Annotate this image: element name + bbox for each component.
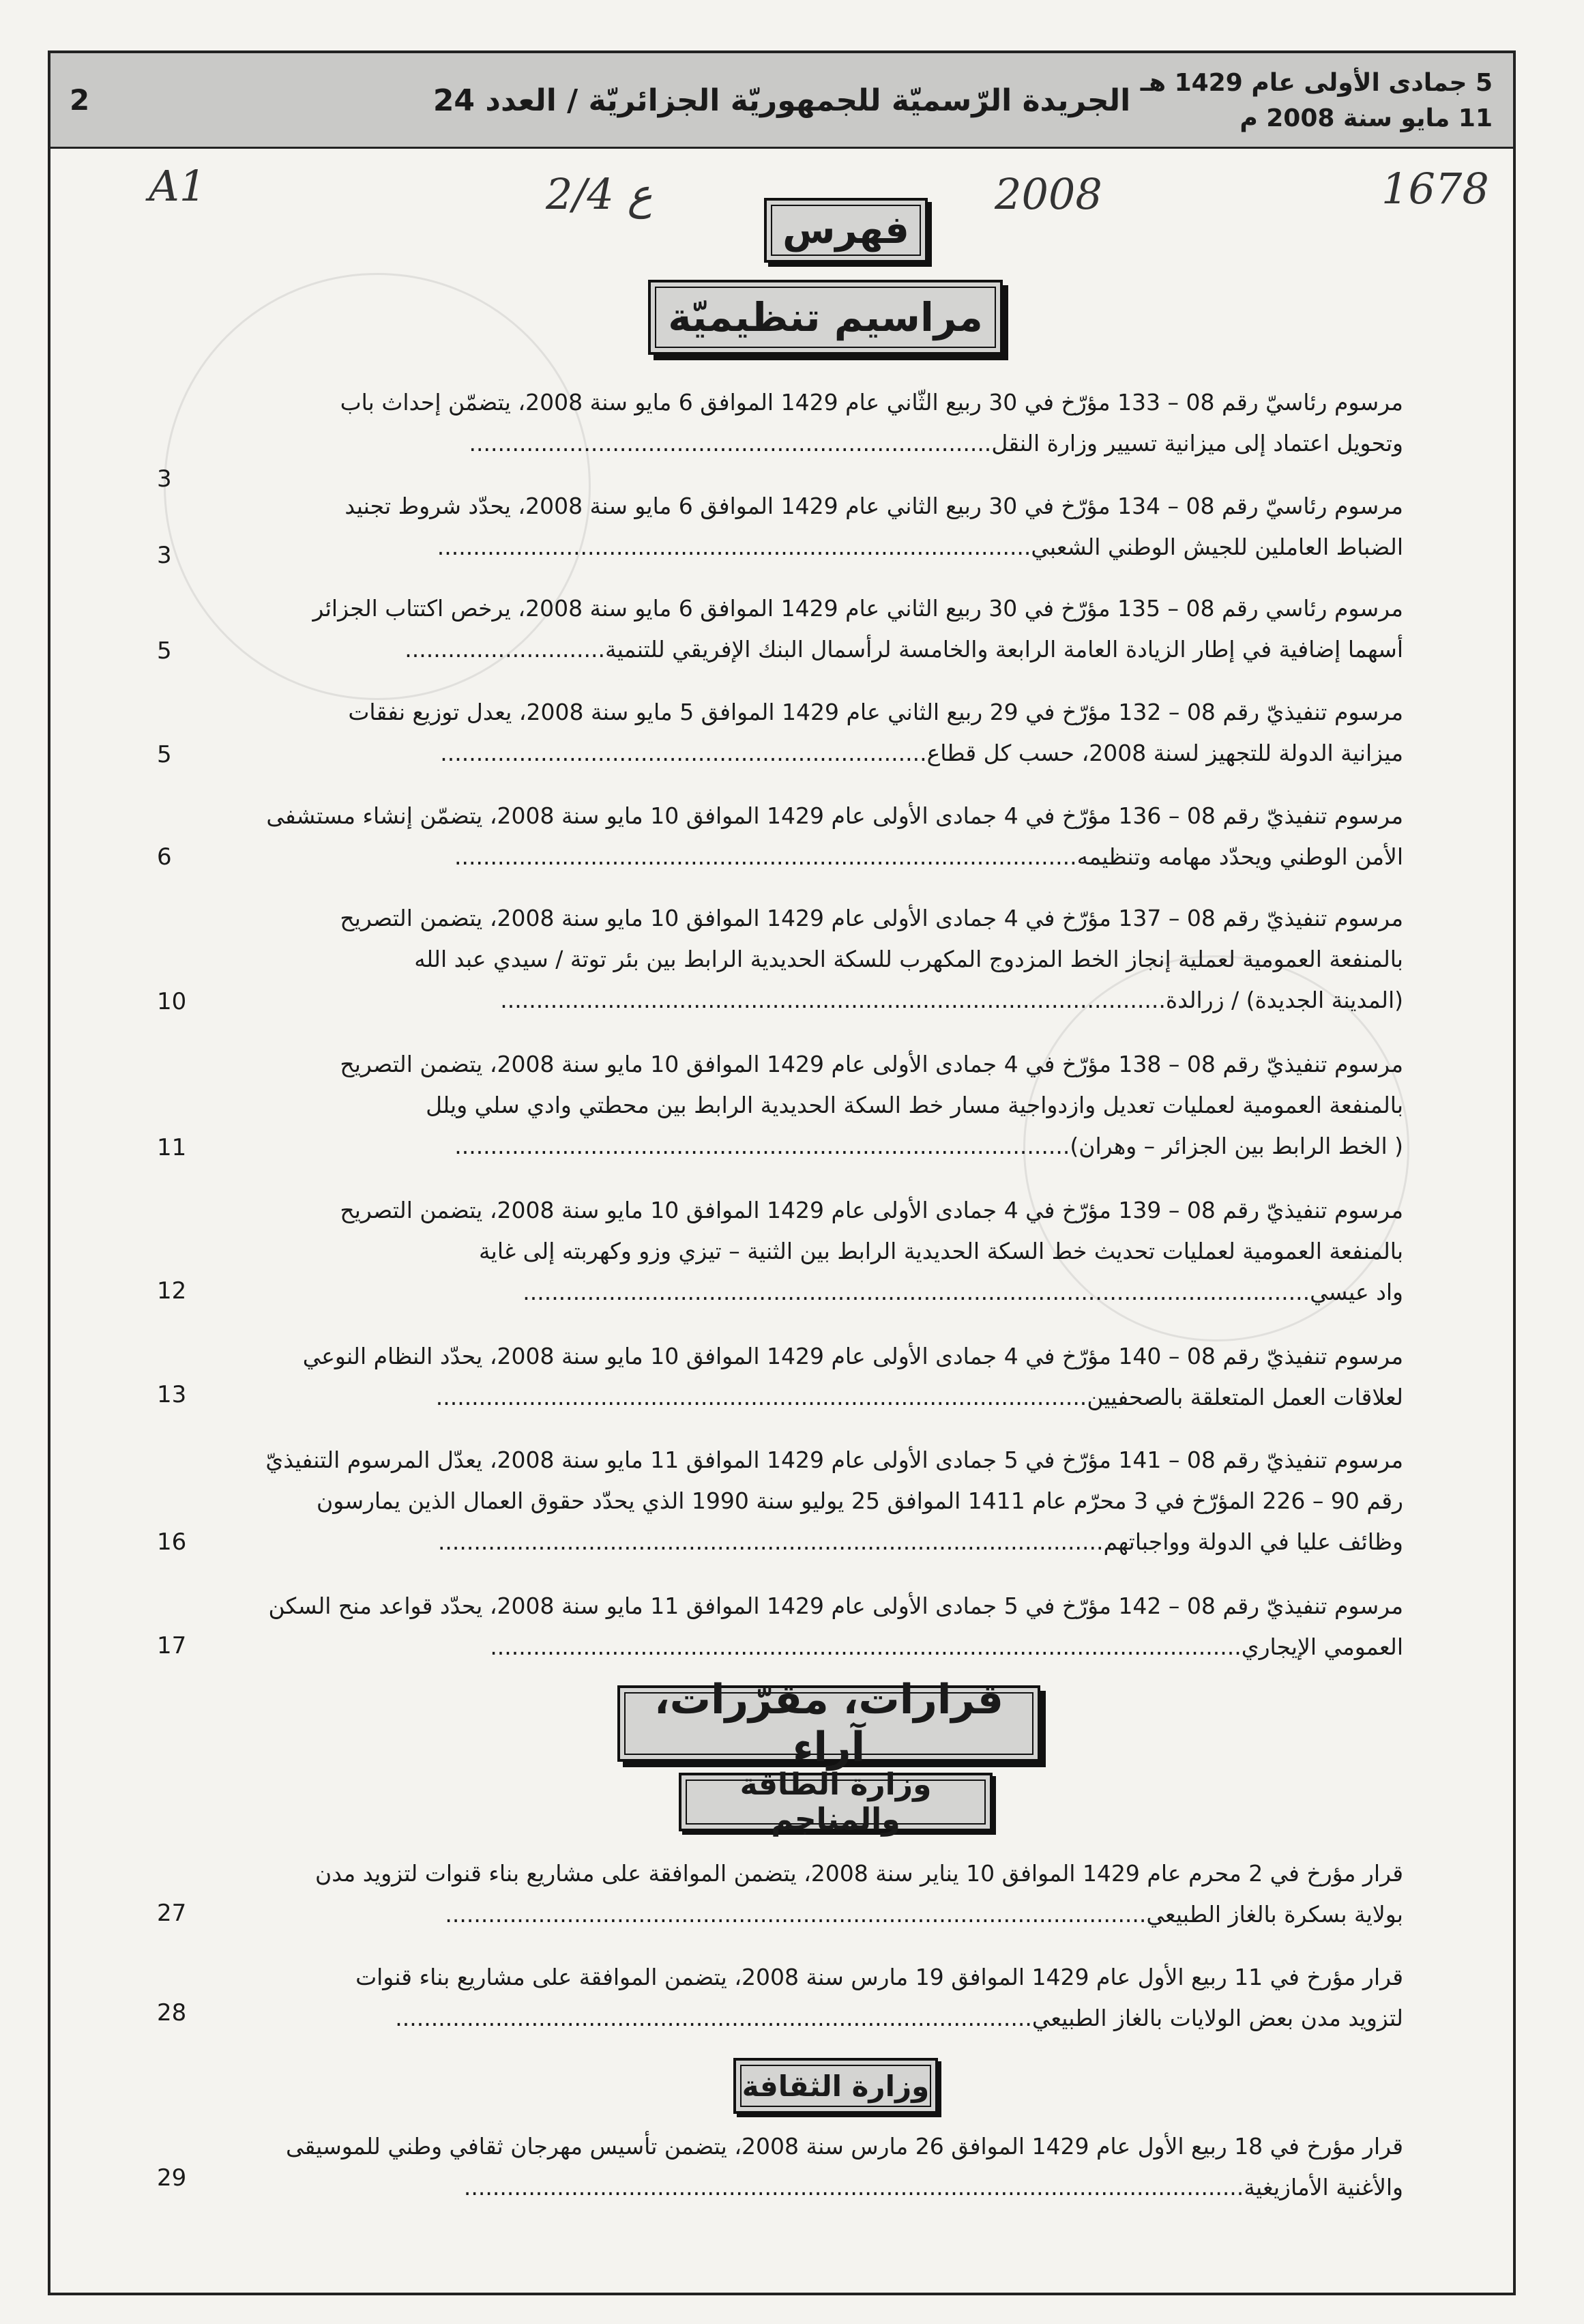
toc-page-number: 16: [157, 1528, 187, 1556]
toc-entry[interactable]: [153, 486, 1403, 568]
gregorian-date: 11 مايو سنة 2008 م: [1240, 104, 1493, 132]
entry-line: مرسوم رئاسيّ رقم 08 – 133 مؤرّخ في 30 ربيع الثّاني عام 1429 الموافق 6 مايو سنة 2008، يتضمّن إحداث باب: [340, 389, 1403, 416]
toc-page-number: 3: [157, 465, 172, 493]
handwritten-note-ref: 2/4 ع: [546, 169, 653, 219]
entry-line: قرار مؤرخ في 11 ربيع الأول عام 1429 الموافق 19 مارس سنة 2008، يتضمن الموافقة على مشاريع بناء قنوات: [355, 1964, 1403, 1990]
entry-line: مرسوم رئاسيّ رقم 08 – 134 مؤرّخ في 30 ربيع الثاني عام 1429 الموافق 6 مايو سنة 2008، يحدّد شروط تجنيد: [344, 493, 1403, 519]
toc-entry[interactable]: [153, 1853, 1403, 1935]
culture-ministry-title: وزارة الثقافة: [742, 2069, 930, 2103]
toc-entry[interactable]: [153, 1044, 1403, 1167]
toc-page-number: 5: [157, 637, 172, 665]
journal-title: الجريدة الرّسميّة للجمهوريّة الجزائريّة / العدد 24: [432, 83, 1131, 118]
toc-entry[interactable]: [153, 2126, 1403, 2208]
toc-entry[interactable]: [153, 382, 1403, 464]
index-title-box: [764, 198, 928, 263]
hijri-date: 5 جمادى الأولى عام 1429 هـ: [1140, 69, 1493, 97]
entry-line: مرسوم تنفيذيّ رقم 08 – 139 مؤرّخ في 4 جمادى الأولى عام 1429 الموافق 10 مايو سنة 2008، يتضمن التصريح: [340, 1197, 1403, 1223]
entry-line: مرسوم رئاسي رقم 08 – 135 مؤرّخ في 30 ربيع الثاني عام 1429 الموافق 6 مايو سنة 2008، يرخص اكتتاب الجزائر: [312, 595, 1403, 622]
entry-line: لعلاقات العمل المتعلقة بالصحفيين...........................................................................................: [435, 1384, 1403, 1410]
index-title: فهرس: [782, 208, 909, 252]
page-number: 2: [70, 83, 90, 117]
decisions-title-box: [617, 1676, 1040, 1771]
toc-entry[interactable]: [153, 796, 1403, 877]
toc-entry[interactable]: [153, 588, 1403, 670]
entry-line: رقم 90 – 226 المؤرّخ في 3 محرّم عام 1411 الموافق 25 يوليو سنة 1990 الذي يحدّد حقوق العمال الذين يمارسون: [317, 1487, 1403, 1514]
entry-line: وظائف عليا في الدولة وواجباتهم.............................................................................................: [437, 1528, 1403, 1555]
culture-ministry-box: [733, 2058, 938, 2114]
entry-line: مرسوم تنفيذيّ رقم 08 – 136 مؤرّخ في 4 جمادى الأولى عام 1429 الموافق 10 مايو سنة 2008، يتضمّن إنشاء مستشفى: [266, 802, 1403, 829]
toc-page-number: 27: [157, 1900, 187, 1927]
toc-page-number: 3: [157, 542, 172, 569]
entry-line: الضباط العاملين للجيش الوطني الشعبي...................................................................................: [437, 534, 1403, 560]
entry-line: الأمن الوطني ويحدّد مهامه وتنظيمه.......................................................................................: [454, 843, 1403, 870]
toc-page-number: 12: [157, 1277, 187, 1305]
toc-page-number: 13: [157, 1381, 187, 1408]
entry-line: واد عيسي..............................................................................................................: [523, 1279, 1403, 1305]
toc-entry[interactable]: [153, 1190, 1403, 1313]
entry-line: ( الخط الرابط بين الجزائر – وهران)......................................................................................: [454, 1133, 1403, 1159]
toc-page-number: 17: [157, 1632, 187, 1659]
entry-line: مرسوم تنفيذيّ رقم 08 – 138 مؤرّخ في 4 جمادى الأولى عام 1429 الموافق 10 مايو سنة 2008، يتضمن التصريح: [340, 1051, 1403, 1077]
entry-line: قرار مؤرخ في 18 ربيع الأول عام 1429 الموافق 26 مارس سنة 2008، يتضمن تأسيس مهرجان ثقافي وطني للموسيقى: [285, 2133, 1403, 2160]
entry-line: والأغنية الأمازيغية.............................................................................................................: [463, 2174, 1403, 2200]
entry-line: مرسوم تنفيذيّ رقم 08 – 141 مؤرّخ في 5 جمادى الأولى عام 1429 الموافق 11 مايو سنة 2008، يعدّل المرسوم التنفيذيّ: [265, 1447, 1403, 1473]
decrees-title-box: [648, 280, 1003, 355]
toc-page-number: 5: [157, 741, 172, 768]
toc-entry[interactable]: [153, 692, 1403, 774]
entry-line: العمومي الإيجاري.........................................................................................................: [490, 1633, 1403, 1660]
entry-line: بالمنفعة العمومية لعمليات تعديل وازدواجية مسار خط السكة الحديدية الرابط بين محطتي وادي سلي ويلل: [426, 1092, 1403, 1118]
entry-line: مرسوم تنفيذيّ رقم 08 – 140 مؤرّخ في 4 جمادى الأولى عام 1429 الموافق 10 مايو سنة 2008، يحدّد النظام النوعي: [302, 1343, 1403, 1369]
entry-line: وتحويل اعتماد إلى ميزانية تسيير وزارة النقل.........................................................................: [469, 430, 1403, 456]
entry-line: مرسوم تنفيذيّ رقم 08 – 137 مؤرّخ في 4 جمادى الأولى عام 1429 الموافق 10 مايو سنة 2008، يتضمن التصريح: [340, 905, 1403, 931]
decrees-title: مراسيم تنظيميّة: [668, 294, 983, 340]
journal-header: [50, 53, 1513, 149]
entry-line: (المدينة الجديدة) / زرالدة.............................................................................................: [500, 987, 1403, 1013]
handwritten-note-year: 2008: [995, 169, 1102, 219]
toc-page-number: 10: [157, 988, 187, 1015]
entry-line: ميزانية الدولة للتجهيز لسنة 2008، حسب كل قطاع....................................................................: [440, 740, 1403, 766]
toc-entry[interactable]: [153, 1336, 1403, 1418]
entry-line: بولاية بسكرة بالغاز الطبيعي..................................................................................................: [445, 1901, 1403, 1928]
issue-date: [1141, 66, 1493, 136]
toc-page-number: 28: [157, 1999, 187, 2027]
handwritten-note-a1: A1: [149, 161, 207, 211]
toc-entry[interactable]: [153, 1586, 1403, 1668]
entry-line: مرسوم تنفيذيّ رقم 08 – 142 مؤرّخ في 5 جمادى الأولى عام 1429 الموافق 11 مايو سنة 2008، يحدّد قواعد منح السكن: [268, 1593, 1403, 1619]
toc-entry[interactable]: [153, 898, 1403, 1021]
entry-line: قرار مؤرخ في 2 محرم عام 1429 الموافق 10 يناير سنة 2008، يتضمن الموافقة على مشاريع بناء قنوات لتزويد مدن: [314, 1860, 1403, 1887]
toc-page-number: 11: [157, 1134, 187, 1161]
entry-line: مرسوم تنفيذيّ رقم 08 – 132 مؤرّخ في 29 ربيع الثاني عام 1429 الموافق 5 مايو سنة 2008، يعدل توزيع نفقات: [348, 699, 1403, 725]
toc-page-number: 29: [157, 2164, 187, 2192]
energy-ministry-box: [679, 1767, 993, 1837]
energy-ministry-title: وزارة الطاقة والمناجم: [739, 1767, 932, 1837]
entry-line: بالمنفعة العمومية لعملية إنجاز الخط المزدوج المكهرب للسكة الحديدية الرابط بين بئر توتة / سيدي عبد الله: [414, 946, 1403, 972]
toc-entry[interactable]: [153, 1957, 1403, 2039]
handwritten-note-number: 1678: [1381, 164, 1489, 214]
toc-page-number: 6: [157, 843, 172, 871]
entry-line: بالمنفعة العمومية لعمليات تحديث خط السكة الحديدية الرابط بين الثنية – تيزي وزو وكهربته إلى غاية: [478, 1238, 1403, 1264]
entry-line: لتزويد مدن بعض الولايات بالغاز الطبيعي.........................................................................................: [395, 2005, 1403, 2031]
entry-line: أسهما إضافية في إطار الزيادة العامة الرابعة والخامسة لرأسمال البنك الإفريقي للتنمية............................: [405, 636, 1403, 663]
decisions-title: قرارات، مقرّرات، آراء: [654, 1676, 1004, 1771]
toc-entry[interactable]: [153, 1440, 1403, 1563]
